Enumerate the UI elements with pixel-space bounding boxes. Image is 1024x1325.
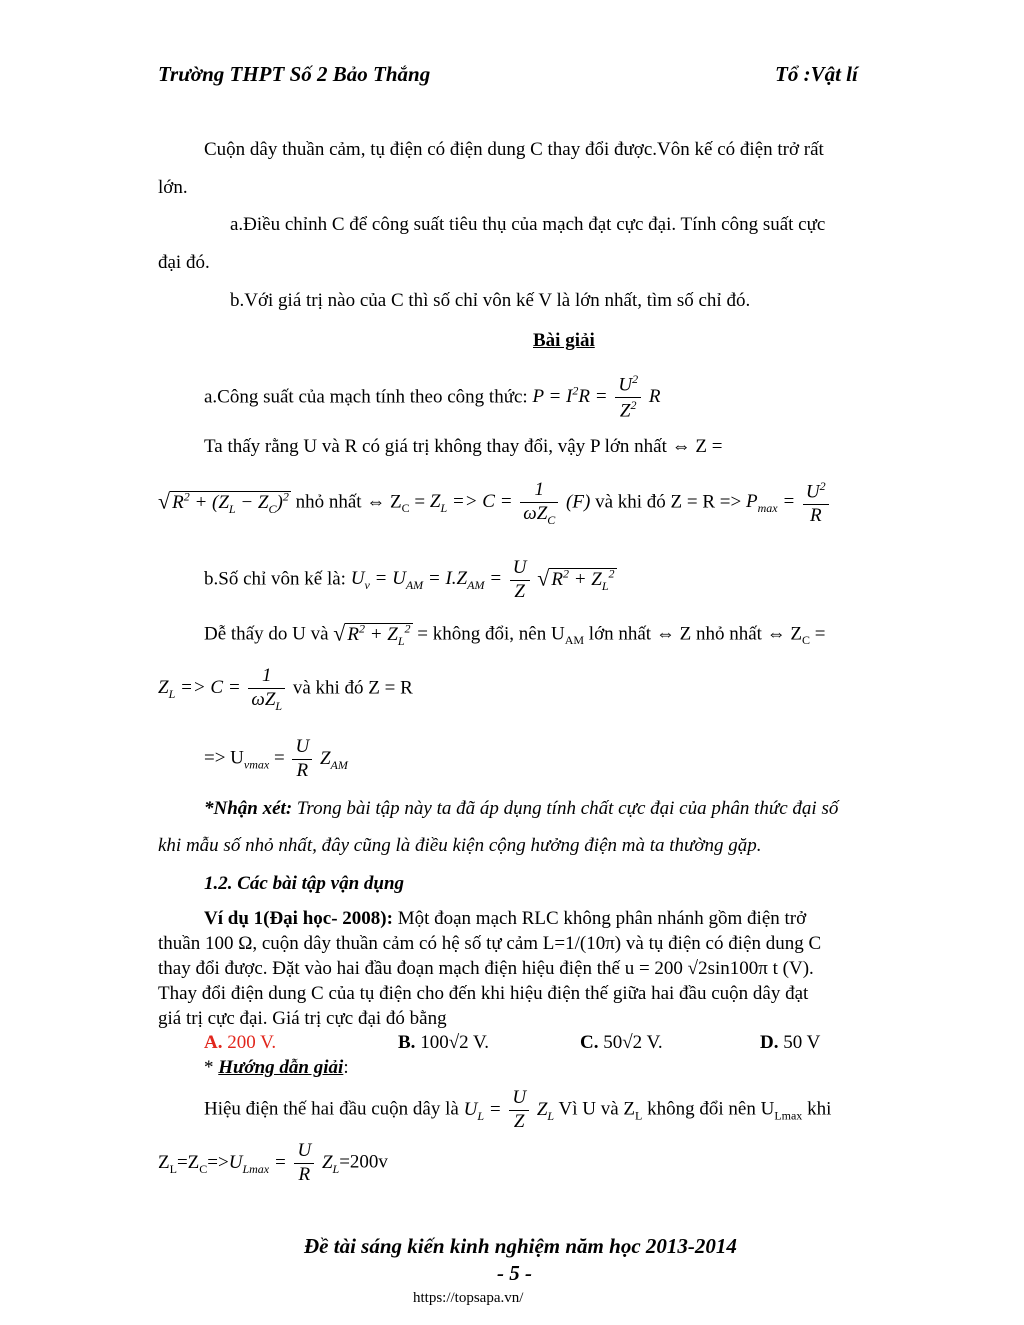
question-a-line-2: đại đó.	[158, 252, 210, 273]
uvmax-line: => $U_{vmax}$ = $\frac{U}{R}$ $Z_{AM}$	[204, 736, 348, 781]
remark-line-2: khi mẫu số nhỏ nhất, đây cũng là điều kiện cộng hưởng điện mà ta thường gặp.	[158, 835, 762, 856]
easy-tail: lớn nhất ⇔ Z nhỏ nhất ⇔ Z	[588, 623, 803, 645]
zl-text: và khi đó Z = R	[292, 677, 413, 699]
reasoning-tail: và khi đó Z = R =>	[595, 491, 742, 513]
example-line-1	[204, 907, 806, 931]
footer-url[interactable]: https://topsapa.vn/	[413, 1290, 524, 1306]
example-label: Ví dụ 1(Đại học- 2008):	[204, 908, 393, 929]
header-department: Tổ :Vật lí	[775, 62, 858, 86]
section-title: 1.2. Các bài tập vận dụng	[204, 873, 405, 894]
remark-text-1: Trong bài tập này ta đã áp dụng tính chất cực đại của phân thức đại số	[296, 798, 839, 819]
final-result: =200v	[339, 1151, 388, 1173]
solution-a-text: a.Công suất của mạch tính theo công thức:	[204, 386, 528, 408]
example-text-1: Một đoạn mạch RLC không phân nhánh gồm điện trở	[397, 908, 807, 929]
guide-label: Hướng dẫn giải	[218, 1057, 344, 1078]
intro-line-2: lớn.	[158, 177, 188, 198]
reasoning-mid: nhỏ nhất ⇔ Z	[295, 491, 402, 513]
footer-title: Đề tài sáng kiến kinh nghiệm năm học 2013-2014	[304, 1234, 737, 1258]
example-line-5: giá trị cực đại. Giá trị cực đại đó bằng	[158, 1008, 447, 1029]
guide-text: Hiệu điện thế hai đầu cuộn dây là	[204, 1098, 459, 1120]
option-b: B. 100√2 V.	[398, 1032, 490, 1053]
final-line: $Z_L=Z_C=>U_{Lmax}$ = $\frac{U}{R}$ $Z_L=200v$	[158, 1140, 388, 1185]
question-a-line-1: a.Điều chỉnh C để công suất tiêu thụ của mạch đạt cực đại. Tính công suất cực	[230, 214, 826, 235]
easy-line: Dễ thấy do U và √ $R^2 + Z_L^2$ = không đổi, nên $U_{AM}$ lớn nhất ⇔ Z nhỏ nhất ⇔ $Z_C$ =	[204, 620, 826, 649]
reasoning-line-1: Ta thấy rằng U và R có giá trị không thay đổi, vậy P lớn nhất ⇔ Z =	[204, 436, 723, 457]
example-line-2: thuần 100 Ω, cuộn dây thuần cảm có hệ số tự cảm L=1/(10π) và tụ điện có điện dung C	[158, 933, 822, 954]
question-b: b.Với giá trị nào của C thì số chỉ vôn kế V là lớn nhất, tìm số chỉ đó.	[230, 290, 751, 311]
example-line-4: Thay đổi điện dung C của tụ điện cho đến khi hiệu điện thế giữa hai đầu cuộn dây đạt	[158, 983, 809, 1004]
power-formula: $P = I^2R$ = $\frac{U^2}{Z^2}$ R	[532, 372, 661, 422]
easy-mid: không đổi, nên U	[432, 623, 565, 645]
remark-line-1	[204, 790, 838, 828]
easy-text: Dễ thấy do U và	[204, 623, 329, 645]
guide-heading: * Hướng dẫn giải:	[204, 1057, 349, 1078]
remark-label: *Nhận xét:	[204, 798, 293, 819]
example-line-3: thay đổi được. Đặt vào hai đầu đoạn mạch điện hiệu điện thế u = 200 √2sin100π t (V).	[158, 958, 814, 979]
impedance-sqrt: √ $R^2 + (Z_L - Z_C)^2$	[158, 488, 289, 517]
header-school: Trường THPT Số 2 Bảo Thắng	[158, 62, 431, 86]
option-d: D. 50 V	[760, 1032, 821, 1053]
solution-b-line: b.Số chỉ vôn kế là: $U_v = U_{AM} = I.Z_{AM}$ = $\frac{U}{Z}$ √ $R^2 + Z_L^2$	[204, 556, 615, 602]
option-a: A. 200 V.	[204, 1032, 277, 1053]
page-number: - 5 -	[497, 1261, 532, 1285]
option-c: C. 50√2 V.	[580, 1032, 663, 1053]
solution-title: Bài giải	[533, 330, 595, 351]
solution-b-text: b.Số chỉ vôn kế là:	[204, 568, 346, 590]
guide-line: Hiệu điện thế hai đầu cuộn dây là $U_L$ = $\frac{U}{Z}$ $Z_L$ Vì U và $Z_L$ không đổi nên $U_{Lmax}$ khi	[204, 1087, 832, 1132]
intro-line-1: Cuộn dây thuần cảm, tụ điện có điện dung C thay đổi được.Vôn kế có điện trở rất	[204, 139, 824, 160]
zl-line: $Z_L => C$ = $\frac{1}{\omega Z_L}$ và khi đó Z = R	[158, 665, 413, 713]
uvmax-lead: => U	[204, 747, 244, 769]
reasoning-line-2: √ $R^2 + (Z_L - Z_C)^2$ nhỏ nhất ⇔ $Z_C = Z_L => C$ = $\frac{1}{\omega Z_C}$ (F) và khi đó $Z = R => P_{max}$ = $\frac{U^2}{R}$	[158, 478, 832, 528]
solution-a-line	[204, 372, 660, 424]
